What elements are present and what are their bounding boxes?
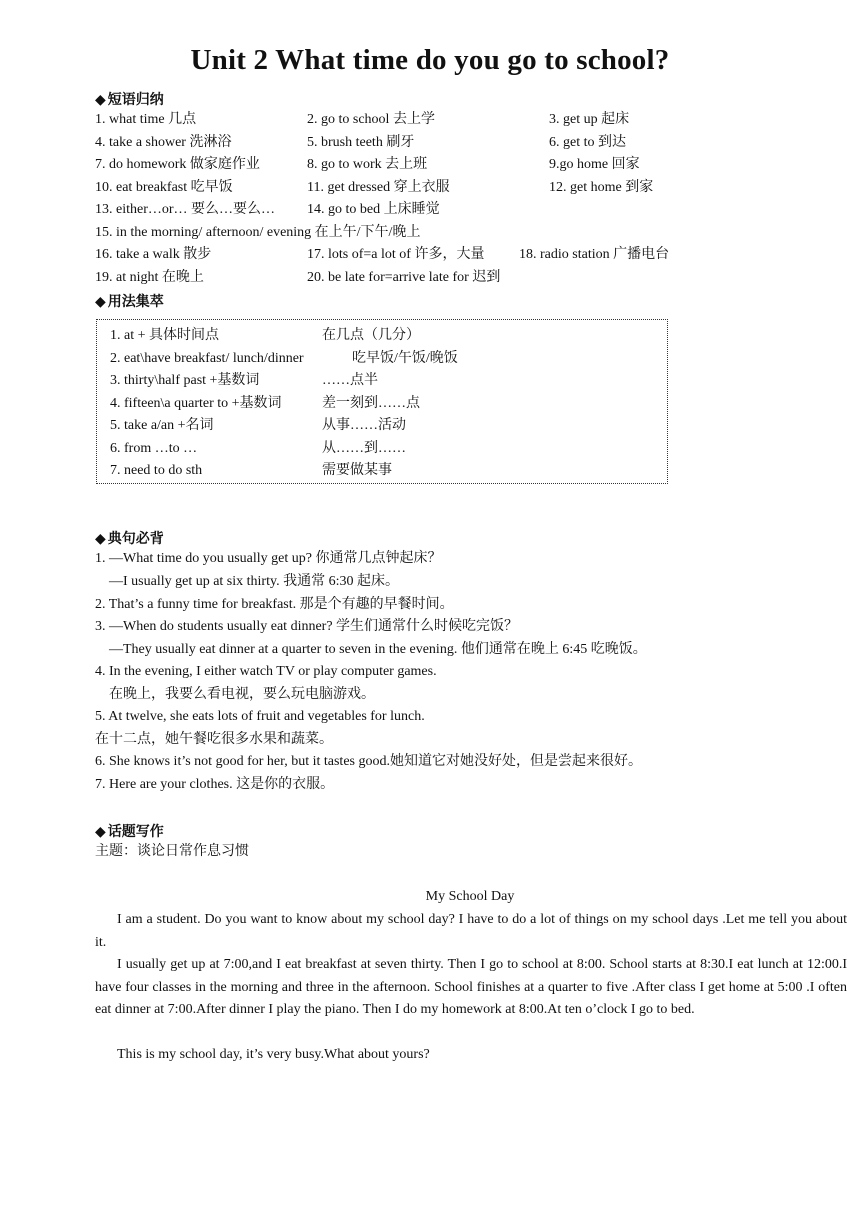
phrase-item: 10. eat breakfast 吃早饭 xyxy=(95,180,233,195)
phrase-item: 4. take a shower 洗淋浴 xyxy=(95,135,232,150)
diamond-bullet-icon: ◆ xyxy=(95,93,106,108)
usage-pattern: 1. at + 具体时间点 xyxy=(110,328,219,343)
sentence-line: —I usually get up at six thirty. 我通常 6:30 起床。 xyxy=(109,574,399,589)
essay-paragraph: I usually get up at 7:00,and I eat breakfast at seven thirty. Then I go to school at 8:00. School starts at 8:30.I eat lunch at 12:00.I have four classes in the morning and three in the afternoon. School finishes at a quarter to five .After class I get home at 5:00 .I often eat dinner at 7:00.After dinner I play the piano. Then I do my homework at 8:00.At ten o’clock I go to bed. xyxy=(95,957,847,1017)
sentence-line: 4. In the evening, I either watch TV or play computer games. xyxy=(95,664,437,679)
writing-heading-text: 话题写作 xyxy=(107,825,164,840)
phrase-item: 18. radio station 广播电台 xyxy=(519,247,670,262)
usage-pattern: 6. from …to … xyxy=(110,441,198,456)
diamond-bullet-icon: ◆ xyxy=(95,295,106,310)
usage-meaning: 吃早饭/午饭/晚饭 xyxy=(352,351,458,366)
section-heading-sentences xyxy=(95,528,164,548)
sentence-line: 5. At twelve, she eats lots of fruit and vegetables for lunch. xyxy=(95,709,425,724)
usage-heading-text: 用法集萃 xyxy=(107,295,164,310)
section-heading-phrases xyxy=(95,89,164,109)
page-title: Unit 2 What time do you go to school? xyxy=(190,44,670,76)
sentence-line: 在晚上，我要么看电视，要么玩电脑游戏。 xyxy=(109,687,375,702)
sentence-line: 1. —What time do you usually get up? 你通常几点钟起床？ xyxy=(95,551,442,566)
usage-meaning: 在几点（几分） xyxy=(322,328,420,343)
phrase-item: 12. get home 到家 xyxy=(549,180,654,195)
sentences-heading-text: 典句必背 xyxy=(107,532,164,547)
phrase-item: 13. either…or… 要么…要么… xyxy=(95,202,276,217)
usage-pattern: 5. take a/an +名词 xyxy=(110,418,214,433)
sentence-line: 在十二点，她午餐吃很多水果和蔬菜。 xyxy=(95,732,333,747)
phrase-item: 6. get to 到达 xyxy=(549,135,626,150)
usage-meaning: ……点半 xyxy=(322,373,378,388)
phrase-item: 20. be late for=arrive late for 迟到 xyxy=(307,270,501,285)
essay-paragraph: I am a student. Do you want to know about my school day? I have to do a lot of things on my school days .Let me tell you about it. xyxy=(95,912,847,950)
essay-title: My School Day xyxy=(425,889,515,904)
section-heading-writing xyxy=(95,821,164,841)
usage-meaning: 差一刻到……点 xyxy=(322,396,420,411)
usage-pattern: 3. thirty\half past +基数词 xyxy=(110,373,260,388)
sentence-line: —They usually eat dinner at a quarter to seven in the evening. 他们通常在晚上 6:45 吃晚饭。 xyxy=(109,642,647,657)
writing-topic: 主题：谈论日常作息习惯 xyxy=(95,844,249,859)
usage-meaning: 需要做某事 xyxy=(322,463,392,478)
essay-paragraph: This is my school day, it’s very busy.What about yours? xyxy=(117,1047,430,1062)
phrase-item: 9.go home 回家 xyxy=(549,157,640,172)
phrase-item: 1. what time 几点 xyxy=(95,112,197,127)
phrase-item: 3. get up 起床 xyxy=(549,112,630,127)
phrase-item: 8. go to work 去上班 xyxy=(307,157,428,172)
phrase-item: 7. do homework 做家庭作业 xyxy=(95,157,260,172)
phrase-item: 16. take a walk 散步 xyxy=(95,247,212,262)
sentence-line: 2. That’s a funny time for breakfast. 那是个有趣的早餐时间。 xyxy=(95,597,454,612)
diamond-bullet-icon: ◆ xyxy=(95,825,106,840)
usage-pattern: 2. eat\have breakfast/ lunch/dinner xyxy=(110,351,304,366)
phrase-item: 14. go to bed 上床睡觉 xyxy=(307,202,440,217)
phrase-item: 19. at night 在晚上 xyxy=(95,270,204,285)
sentence-line: 7. Here are your clothes. 这是你的衣服。 xyxy=(95,777,335,792)
usage-meaning: 从……到…… xyxy=(322,441,406,456)
phrase-item: 17. lots of=a lot of 许多，大量 xyxy=(307,247,485,262)
phrase-item: 11. get dressed 穿上衣服 xyxy=(307,180,450,195)
diamond-bullet-icon: ◆ xyxy=(95,532,106,547)
phrase-item: 5. brush teeth 刷牙 xyxy=(307,135,415,150)
sentence-line: 6. She knows it’s not good for her, but it tastes good.她知道它对她没好处，但是尝起来很好。 xyxy=(95,754,642,769)
usage-pattern: 4. fifteen\a quarter to +基数词 xyxy=(110,396,282,411)
section-heading-usage xyxy=(95,291,164,311)
usage-meaning: 从事……活动 xyxy=(322,418,406,433)
sentence-line: 3. —When do students usually eat dinner? 学生们通常什么时候吃完饭？ xyxy=(95,619,519,634)
usage-pattern: 7. need to do sth xyxy=(110,463,203,478)
phrases-heading-text: 短语归纳 xyxy=(107,93,164,108)
phrase-item: 2. go to school 去上学 xyxy=(307,112,435,127)
phrase-item: 15. in the morning/ afternoon/ evening 在上午/下午/晚上 xyxy=(95,225,421,240)
